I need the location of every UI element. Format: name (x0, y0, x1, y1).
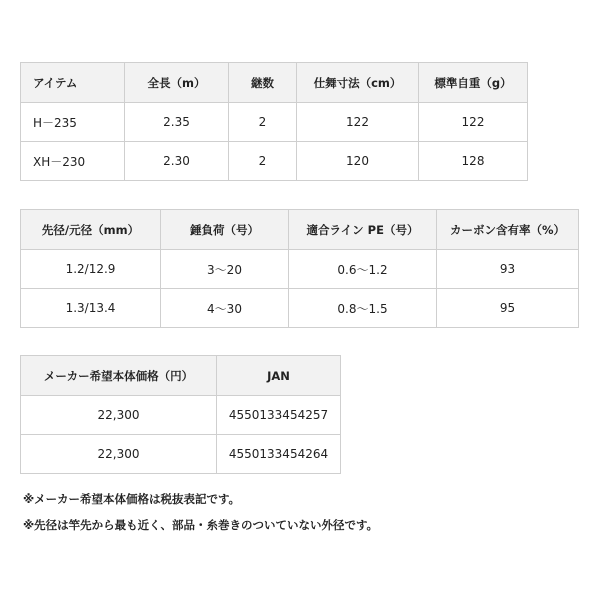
price-table (20, 355, 341, 474)
cell-jan: 4550133454257 (217, 396, 341, 435)
table-row (21, 396, 341, 435)
table-header-row (21, 63, 528, 103)
cell-carbon-ratio: 95 (437, 289, 579, 328)
note-price-tax: ※メーカー希望本体価格は税抜表記です。 (23, 492, 241, 506)
spec-table-basic (20, 62, 528, 181)
cell-price: 22,300 (21, 435, 217, 474)
cell-sinker-load: 3～20 (161, 250, 289, 289)
header-carbon-ratio: カーボン含有率（%） (437, 210, 579, 250)
cell-sinker-load: 4～30 (161, 289, 289, 328)
header-tip-butt-diameter: 先径/元径（mm） (21, 210, 161, 250)
table-row (21, 289, 579, 328)
cell-length: 2.30 (125, 142, 229, 181)
header-sinker-load: 錘負荷（号） (161, 210, 289, 250)
cell-closed-length: 122 (297, 103, 419, 142)
table-row (21, 435, 341, 474)
header-line-pe: 適合ライン PE（号） (289, 210, 437, 250)
cell-line-pe: 0.6～1.2 (289, 250, 437, 289)
header-item: アイテム (21, 63, 125, 103)
cell-item: H－235 (21, 103, 125, 142)
header-weight: 標準自重（g） (419, 63, 528, 103)
cell-tip-butt-diameter: 1.2/12.9 (21, 250, 161, 289)
cell-weight: 122 (419, 103, 528, 142)
cell-length: 2.35 (125, 103, 229, 142)
cell-price: 22,300 (21, 396, 217, 435)
cell-sections: 2 (229, 103, 297, 142)
header-length: 全長（m） (125, 63, 229, 103)
header-jan: JAN (217, 356, 341, 396)
note-tip-diameter: ※先径は竿先から最も近く、部品・糸巻きのついていない外径です。 (23, 518, 379, 532)
table-header-row (21, 356, 341, 396)
spec-table-detail (20, 209, 579, 328)
cell-jan: 4550133454264 (217, 435, 341, 474)
cell-item: XH－230 (21, 142, 125, 181)
cell-weight: 128 (419, 142, 528, 181)
header-closed-length: 仕舞寸法（cm） (297, 63, 419, 103)
table-row (21, 103, 528, 142)
cell-carbon-ratio: 93 (437, 250, 579, 289)
cell-closed-length: 120 (297, 142, 419, 181)
cell-tip-butt-diameter: 1.3/13.4 (21, 289, 161, 328)
table-row (21, 250, 579, 289)
header-sections: 継数 (229, 63, 297, 103)
cell-sections: 2 (229, 142, 297, 181)
table-row (21, 142, 528, 181)
cell-line-pe: 0.8～1.5 (289, 289, 437, 328)
header-price: メーカー希望本体価格（円） (21, 356, 217, 396)
table-header-row (21, 210, 579, 250)
